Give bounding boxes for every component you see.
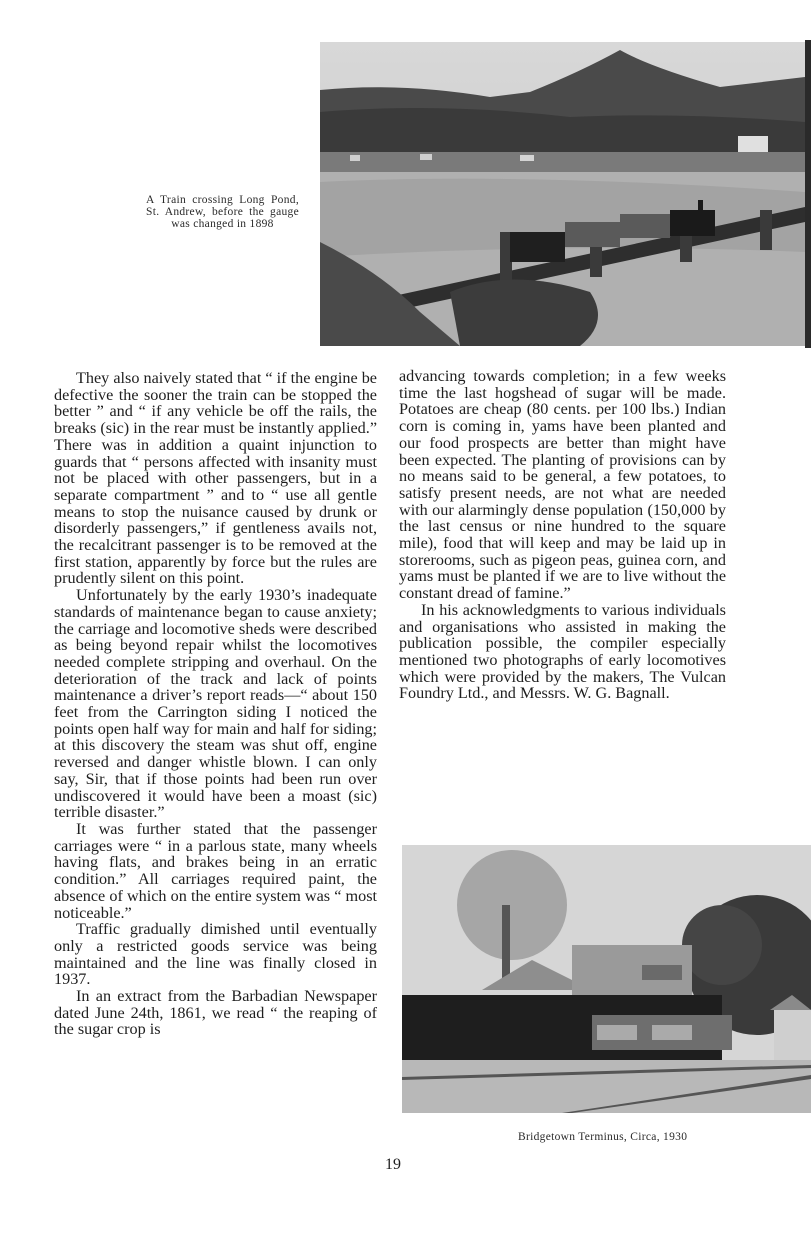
page-number: 19	[385, 1156, 401, 1173]
photo-bridgetown-terminus	[402, 845, 811, 1113]
photo-train-bridge-image	[320, 42, 805, 346]
photo-train-crossing-long-pond	[320, 42, 805, 346]
paragraph: They also naively stated that “ if the engine be defective the sooner the train can be stopped the better ” and “ if any vehicle be off the rails, the breaks (sic) in the rear must be instantly applied.” There was in addition a quaint injunction to guards that “ persons affected with insanity must not be placed with other passengers, but in a separate compartment ” and to “ use all gentle means to stop the nuisance caused by drunk or disorderly passengers,” if gentleness avails not, the recalcitrant passenger is to be removed at the first station, apparently by force but the rules are prudently silent on this point.	[54, 369, 377, 588]
paragraph: It was further stated that the passenger carriages were “ in a parlous state, many wheels having flats, and brakes being in an erratic condition.” All carriages required paint, the absence of which on the entire system was “ most noticeable.”	[54, 819, 377, 922]
right-text-column	[399, 368, 726, 702]
paragraph: Unfortunately by the early 1930’s inadequate standards of maintenance began to cause anxiety; the carriage and locomotive sheds were described as being beyond repair whilst the locomotives needed complete stripping and overhaul. On the deterioration of the track and lack of points maintenance a driver’s report reads—“ about 150 feet from the Carrington siding I noticed the points open half way for main and half for siding; at this discovery the steam was shut off, engine reversed and danger whistle blown. I can only say, Sir, that if those points had been run over undiscovered it would have been a moast (sic) terrible disaster.”	[54, 586, 377, 822]
left-text-column	[54, 370, 377, 1038]
figure-caption-bottom: Bridgetown Terminus, Circa, 1930	[518, 1131, 688, 1143]
paragraph: advancing towards completion; in a few weeks time the last hogshead of sugar will be made. Potatoes are cheap (80 cents. per 100 lbs.) Indian corn is coming in, yams have been planted and our food prospects are better than might have been expected. The planting of provisions can by no means said to be general, a few potatoes, to satisfy present needs, are not what are needed with our alarmingly dense population (150,000 by the last census or nine hundred to the square mile), food that will keep and may be laid up in storerooms, such as pigeon peas, guinea corn, and yams must be planted if we are to live without the constant dread of famine.”	[399, 367, 726, 603]
paragraph: Traffic gradually dimished until eventually only a restricted goods service was being maintained and the line was finally closed in 1937.	[54, 920, 377, 989]
figure-caption-top: A Train crossing Long Pond, St. Andrew, before the gauge was changed in 1898	[146, 194, 299, 230]
paragraph: In an extract from the Barbadian Newspaper dated June 24th, 1861, we read “ the reaping of the sugar crop is	[54, 987, 377, 1039]
paragraph: In his acknowledgments to various individuals and organisations who assisted in making the publication possible, the compiler especially mentioned two photographs of early locomotives which were provided by the makers, The Vulcan Foundry Ltd., and Messrs. W. G. Bagnall.	[399, 600, 726, 703]
photo-terminus-image	[402, 845, 811, 1113]
scan-edge-shadow	[805, 40, 811, 348]
